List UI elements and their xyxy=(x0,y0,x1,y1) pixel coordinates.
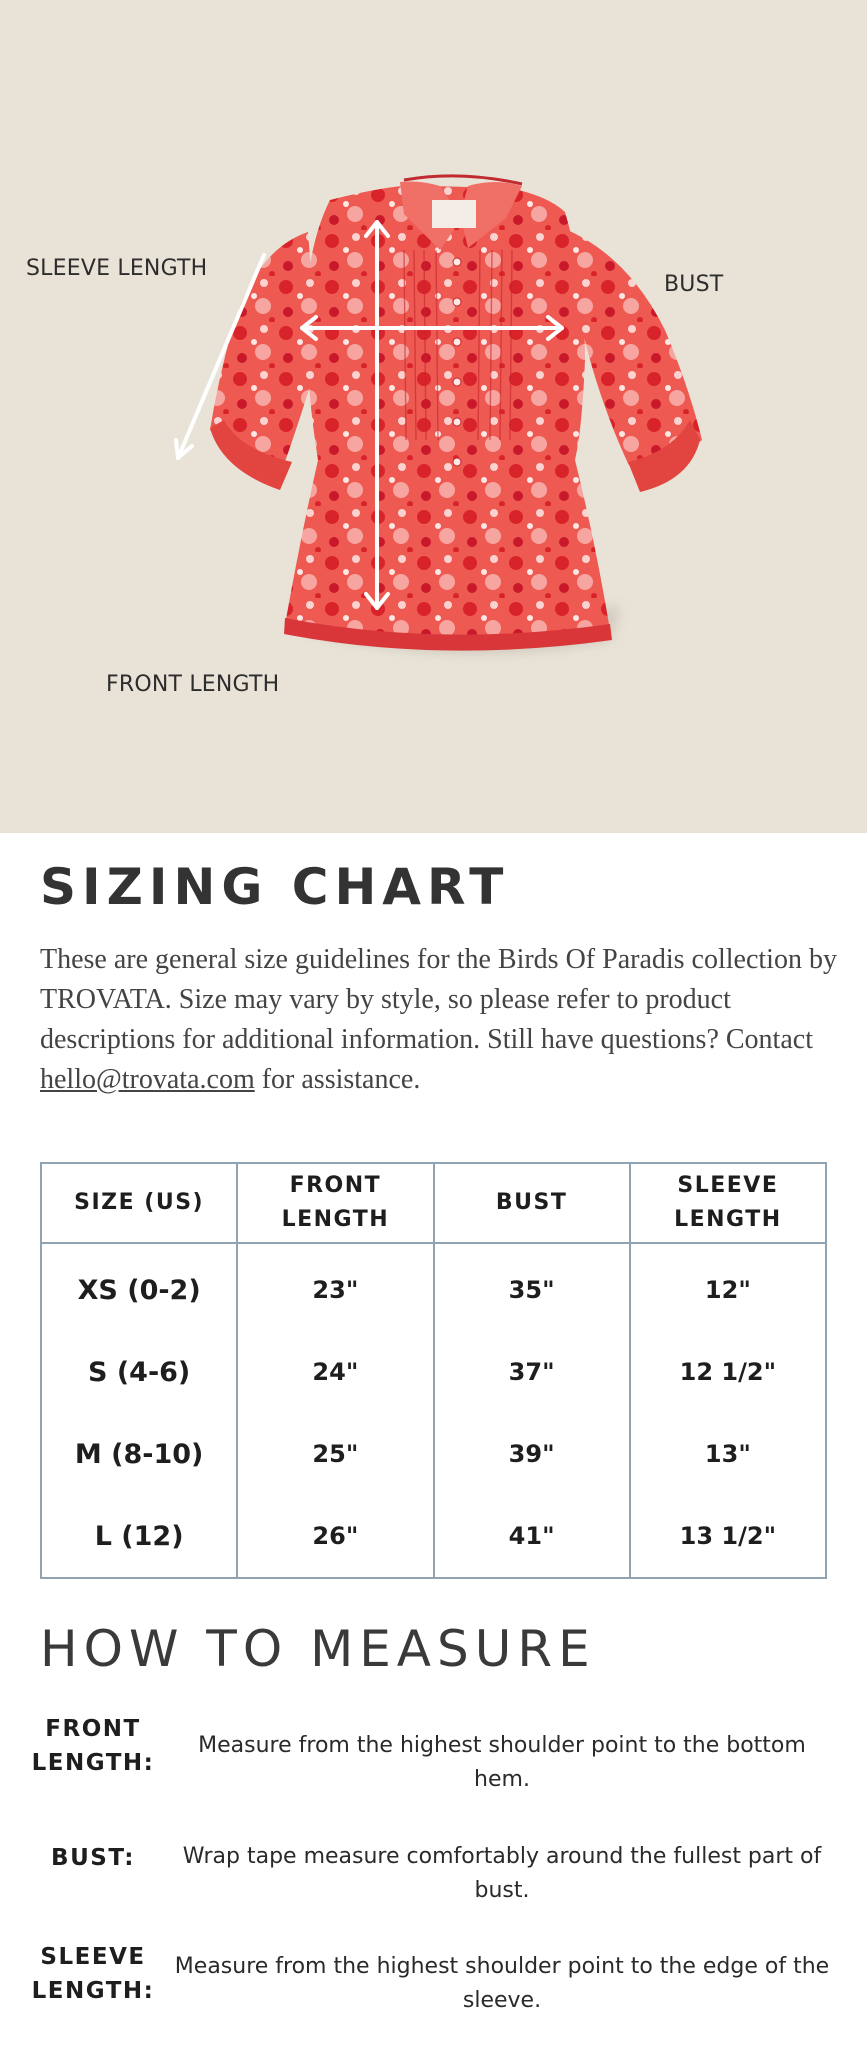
product-measurement-image xyxy=(0,0,867,833)
size-cell: L (12) xyxy=(41,1495,237,1578)
measure-desc-front-length: Measure from the highest shoulder point to the bottom hem. xyxy=(198,1733,806,1792)
contact-email-link[interactable]: hello@trovata.com xyxy=(40,1064,255,1095)
size-cell: XS (0-2) xyxy=(41,1243,237,1331)
sizing-intro xyxy=(40,940,840,1100)
measure-desc-sleeve-length: Measure from the highest shoulder point to the edge of the sleeve. xyxy=(174,1954,830,2013)
table-row xyxy=(41,1495,826,1578)
sizing-intro-suffix: for assistance. xyxy=(261,1064,421,1095)
sizing-intro-text: These are general size guidelines for the Birds Of Paradis collection by TROVATA. Size may vary by style, so please refer to product descriptions for additional information. Still have questions? Contact xyxy=(40,944,837,1055)
bust-cell: 35" xyxy=(434,1243,630,1331)
bust-label: BUST xyxy=(664,272,724,297)
sleeve-length-cell: 12 1/2" xyxy=(630,1331,826,1413)
table-row xyxy=(41,1413,826,1495)
size-cell: S (4-6) xyxy=(41,1331,237,1413)
bust-cell: 41" xyxy=(434,1495,630,1578)
front-length-cell: 26" xyxy=(237,1495,433,1578)
front-length-cell: 24" xyxy=(237,1331,433,1413)
sleeve-length-label: SLEEVE LENGTH xyxy=(26,256,208,281)
front-length-cell: 25" xyxy=(237,1413,433,1495)
sleeve-length-cell: 13 1/2" xyxy=(630,1495,826,1578)
front-length-cell: 23" xyxy=(237,1243,433,1331)
sizing-chart-title: SIZING CHART xyxy=(40,858,510,916)
table-row xyxy=(41,1243,826,1331)
blouse-illustration xyxy=(0,0,867,833)
header-bust: BUST xyxy=(434,1163,630,1243)
how-to-measure-title: HOW TO MEASURE xyxy=(40,1620,596,1678)
measure-label-sleeve-length: SLEEVE LENGTH: xyxy=(31,1944,155,2004)
measure-desc-bust: Wrap tape measure comfortably around the fullest part of bust. xyxy=(182,1844,822,1903)
sleeve-length-cell: 13" xyxy=(630,1413,826,1495)
size-table xyxy=(40,1162,827,1579)
size-cell: M (8-10) xyxy=(41,1413,237,1495)
front-length-label: FRONT LENGTH xyxy=(106,672,280,697)
measure-label-front-length: FRONT LENGTH: xyxy=(31,1716,155,1776)
size-table-header-row xyxy=(41,1163,826,1243)
bust-cell: 39" xyxy=(434,1413,630,1495)
header-front-length: FRONT LENGTH xyxy=(237,1163,433,1243)
table-row xyxy=(41,1331,826,1413)
measure-label-bust: BUST: xyxy=(51,1845,135,1871)
header-size-us: SIZE (US) xyxy=(41,1163,237,1243)
sleeve-length-cell: 12" xyxy=(630,1243,826,1331)
header-sleeve-length: SLEEVE LENGTH xyxy=(630,1163,826,1243)
bust-cell: 37" xyxy=(434,1331,630,1413)
